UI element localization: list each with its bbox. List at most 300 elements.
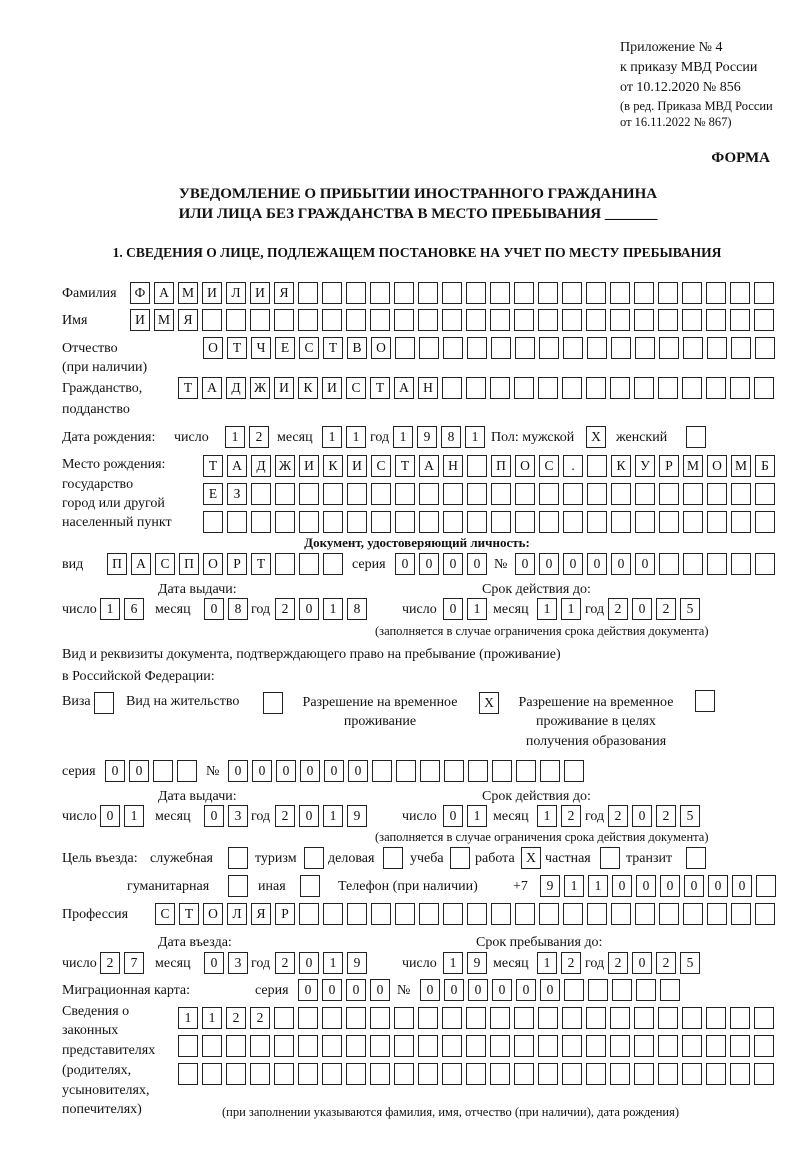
char-box[interactable] bbox=[612, 979, 632, 1001]
stay-day[interactable] bbox=[443, 952, 487, 974]
permit-valid-month[interactable] bbox=[537, 805, 581, 827]
char-box[interactable]: 0 bbox=[420, 979, 440, 1001]
char-box[interactable] bbox=[467, 455, 487, 477]
char-box[interactable] bbox=[323, 483, 343, 505]
char-box[interactable] bbox=[467, 903, 487, 925]
char-box[interactable]: 0 bbox=[632, 598, 652, 620]
char-box[interactable]: О bbox=[203, 553, 223, 575]
char-box[interactable] bbox=[611, 483, 631, 505]
char-box[interactable] bbox=[658, 282, 678, 304]
char-box[interactable]: А bbox=[131, 553, 151, 575]
char-box[interactable] bbox=[299, 553, 319, 575]
purpose-official-checkbox[interactable] bbox=[228, 847, 248, 869]
char-box[interactable] bbox=[634, 1035, 654, 1057]
char-box[interactable]: 5 bbox=[680, 805, 700, 827]
char-box[interactable]: X bbox=[521, 847, 541, 869]
char-box[interactable] bbox=[323, 553, 343, 575]
doc-type-boxes[interactable] bbox=[107, 553, 343, 575]
char-box[interactable] bbox=[682, 1035, 702, 1057]
char-box[interactable]: 0 bbox=[515, 553, 535, 575]
char-box[interactable] bbox=[538, 309, 558, 331]
char-box[interactable]: 1 bbox=[561, 598, 581, 620]
char-box[interactable] bbox=[466, 1007, 486, 1029]
char-box[interactable]: Л bbox=[226, 282, 246, 304]
char-box[interactable]: В bbox=[347, 337, 367, 359]
char-box[interactable]: М bbox=[683, 455, 703, 477]
char-box[interactable]: О bbox=[707, 455, 727, 477]
char-box[interactable]: Л bbox=[227, 903, 247, 925]
char-box[interactable] bbox=[395, 903, 415, 925]
char-box[interactable]: 2 bbox=[561, 805, 581, 827]
char-box[interactable] bbox=[634, 377, 654, 399]
doc-valid-year[interactable] bbox=[608, 598, 700, 620]
sex-female-checkbox[interactable] bbox=[686, 426, 706, 448]
char-box[interactable] bbox=[730, 1007, 750, 1029]
entry-year[interactable] bbox=[275, 952, 367, 974]
char-box[interactable] bbox=[514, 1063, 534, 1085]
char-box[interactable]: О bbox=[203, 337, 223, 359]
char-box[interactable]: 0 bbox=[300, 760, 320, 782]
char-box[interactable] bbox=[346, 1063, 366, 1085]
char-box[interactable] bbox=[492, 760, 512, 782]
char-box[interactable]: 0 bbox=[299, 805, 319, 827]
char-box[interactable] bbox=[706, 282, 726, 304]
char-box[interactable]: М bbox=[731, 455, 751, 477]
doc-number-boxes[interactable] bbox=[515, 553, 775, 575]
char-box[interactable] bbox=[442, 282, 462, 304]
char-box[interactable] bbox=[538, 282, 558, 304]
char-box[interactable] bbox=[203, 511, 223, 533]
char-box[interactable] bbox=[467, 511, 487, 533]
char-box[interactable] bbox=[634, 282, 654, 304]
char-box[interactable]: 0 bbox=[299, 598, 319, 620]
char-box[interactable]: 0 bbox=[324, 760, 344, 782]
char-box[interactable] bbox=[226, 1035, 246, 1057]
char-box[interactable]: К bbox=[323, 455, 343, 477]
char-box[interactable] bbox=[491, 337, 511, 359]
char-box[interactable]: А bbox=[419, 455, 439, 477]
char-box[interactable]: Т bbox=[395, 455, 415, 477]
char-box[interactable] bbox=[418, 1007, 438, 1029]
char-box[interactable]: О bbox=[203, 903, 223, 925]
char-box[interactable]: 1 bbox=[467, 598, 487, 620]
char-box[interactable] bbox=[250, 309, 270, 331]
char-box[interactable] bbox=[274, 1007, 294, 1029]
char-box[interactable] bbox=[562, 1035, 582, 1057]
char-box[interactable] bbox=[659, 553, 679, 575]
char-box[interactable]: 2 bbox=[656, 952, 676, 974]
char-box[interactable] bbox=[275, 553, 295, 575]
char-box[interactable]: 1 bbox=[100, 598, 120, 620]
char-box[interactable]: 1 bbox=[564, 875, 584, 897]
char-box[interactable] bbox=[563, 337, 583, 359]
char-box[interactable]: Я bbox=[251, 903, 271, 925]
char-box[interactable] bbox=[660, 979, 680, 1001]
doc-issue-year[interactable] bbox=[275, 598, 367, 620]
char-box[interactable]: 0 bbox=[204, 805, 224, 827]
char-box[interactable]: О bbox=[515, 455, 535, 477]
char-box[interactable] bbox=[443, 483, 463, 505]
char-box[interactable] bbox=[731, 337, 751, 359]
char-box[interactable] bbox=[346, 1035, 366, 1057]
char-box[interactable] bbox=[564, 760, 584, 782]
char-box[interactable] bbox=[228, 875, 248, 897]
char-box[interactable] bbox=[419, 903, 439, 925]
char-box[interactable]: 5 bbox=[680, 952, 700, 974]
char-box[interactable] bbox=[370, 1063, 390, 1085]
char-box[interactable]: 0 bbox=[632, 952, 652, 974]
doc-series-boxes[interactable] bbox=[395, 553, 487, 575]
char-box[interactable] bbox=[683, 337, 703, 359]
permit-issue-day[interactable] bbox=[100, 805, 144, 827]
char-box[interactable] bbox=[731, 483, 751, 505]
char-box[interactable] bbox=[202, 1063, 222, 1085]
char-box[interactable] bbox=[370, 1035, 390, 1057]
char-box[interactable] bbox=[707, 337, 727, 359]
char-box[interactable] bbox=[444, 760, 464, 782]
char-box[interactable] bbox=[706, 309, 726, 331]
char-box[interactable] bbox=[636, 979, 656, 1001]
char-box[interactable]: 0 bbox=[348, 760, 368, 782]
char-box[interactable]: 0 bbox=[516, 979, 536, 1001]
char-box[interactable] bbox=[394, 282, 414, 304]
char-box[interactable] bbox=[562, 1063, 582, 1085]
char-box[interactable] bbox=[420, 760, 440, 782]
char-box[interactable]: Д bbox=[251, 455, 271, 477]
char-box[interactable] bbox=[514, 309, 534, 331]
char-box[interactable] bbox=[274, 1063, 294, 1085]
char-box[interactable] bbox=[562, 1007, 582, 1029]
char-box[interactable]: 9 bbox=[540, 875, 560, 897]
char-box[interactable]: 0 bbox=[204, 952, 224, 974]
char-box[interactable] bbox=[177, 760, 197, 782]
char-box[interactable] bbox=[755, 553, 775, 575]
char-box[interactable] bbox=[683, 511, 703, 533]
char-box[interactable] bbox=[346, 309, 366, 331]
permit-issue-month[interactable] bbox=[204, 805, 248, 827]
char-box[interactable] bbox=[562, 377, 582, 399]
char-box[interactable] bbox=[730, 309, 750, 331]
permit-series-boxes[interactable] bbox=[105, 760, 197, 782]
char-box[interactable] bbox=[731, 903, 751, 925]
char-box[interactable] bbox=[754, 377, 774, 399]
char-box[interactable] bbox=[466, 282, 486, 304]
char-box[interactable]: Т bbox=[323, 337, 343, 359]
char-box[interactable] bbox=[682, 282, 702, 304]
char-box[interactable] bbox=[491, 483, 511, 505]
char-box[interactable] bbox=[322, 1035, 342, 1057]
char-box[interactable] bbox=[153, 760, 173, 782]
char-box[interactable]: 0 bbox=[444, 979, 464, 1001]
char-box[interactable] bbox=[755, 337, 775, 359]
char-box[interactable] bbox=[538, 377, 558, 399]
char-box[interactable]: 0 bbox=[276, 760, 296, 782]
char-box[interactable]: А bbox=[202, 377, 222, 399]
char-box[interactable]: 5 bbox=[680, 598, 700, 620]
char-box[interactable]: 7 bbox=[124, 952, 144, 974]
char-box[interactable]: У bbox=[635, 455, 655, 477]
char-box[interactable] bbox=[539, 903, 559, 925]
visa-checkbox[interactable] bbox=[94, 692, 114, 714]
char-box[interactable]: 0 bbox=[299, 952, 319, 974]
char-box[interactable]: С bbox=[539, 455, 559, 477]
char-box[interactable] bbox=[588, 979, 608, 1001]
char-box[interactable] bbox=[514, 282, 534, 304]
char-box[interactable] bbox=[659, 483, 679, 505]
char-box[interactable] bbox=[490, 1035, 510, 1057]
char-box[interactable]: 3 bbox=[228, 805, 248, 827]
char-box[interactable] bbox=[514, 377, 534, 399]
char-box[interactable]: 0 bbox=[587, 553, 607, 575]
char-box[interactable] bbox=[275, 483, 295, 505]
char-box[interactable] bbox=[275, 511, 295, 533]
char-box[interactable] bbox=[490, 309, 510, 331]
birth-month-boxes[interactable] bbox=[322, 426, 366, 448]
char-box[interactable]: 0 bbox=[443, 598, 463, 620]
char-box[interactable]: 2 bbox=[275, 805, 295, 827]
char-box[interactable] bbox=[394, 309, 414, 331]
char-box[interactable] bbox=[274, 1035, 294, 1057]
char-box[interactable] bbox=[298, 1007, 318, 1029]
char-box[interactable]: 0 bbox=[540, 979, 560, 1001]
char-box[interactable] bbox=[658, 377, 678, 399]
char-box[interactable] bbox=[202, 1035, 222, 1057]
char-box[interactable] bbox=[322, 1007, 342, 1029]
stay-month[interactable] bbox=[537, 952, 581, 974]
char-box[interactable]: 0 bbox=[660, 875, 680, 897]
char-box[interactable]: А bbox=[227, 455, 247, 477]
trp-edu-checkbox[interactable] bbox=[695, 690, 715, 712]
char-box[interactable] bbox=[611, 511, 631, 533]
char-box[interactable]: 0 bbox=[467, 553, 487, 575]
char-box[interactable]: 0 bbox=[105, 760, 125, 782]
trp-checkbox[interactable] bbox=[479, 692, 499, 714]
char-box[interactable]: М bbox=[154, 309, 174, 331]
char-box[interactable] bbox=[322, 309, 342, 331]
char-box[interactable]: И bbox=[274, 377, 294, 399]
char-box[interactable]: И bbox=[202, 282, 222, 304]
char-box[interactable]: 0 bbox=[100, 805, 120, 827]
char-box[interactable] bbox=[371, 483, 391, 505]
char-box[interactable]: 2 bbox=[608, 805, 628, 827]
char-box[interactable] bbox=[516, 760, 536, 782]
char-box[interactable] bbox=[466, 377, 486, 399]
char-box[interactable]: Т bbox=[227, 337, 247, 359]
char-box[interactable] bbox=[490, 1063, 510, 1085]
char-box[interactable]: 1 bbox=[124, 805, 144, 827]
char-box[interactable]: И bbox=[130, 309, 150, 331]
char-box[interactable] bbox=[443, 511, 463, 533]
char-box[interactable]: С bbox=[155, 553, 175, 575]
char-box[interactable]: Н bbox=[443, 455, 463, 477]
purpose-study-checkbox[interactable] bbox=[450, 847, 470, 869]
char-box[interactable]: 0 bbox=[370, 979, 390, 1001]
permit-issue-year[interactable] bbox=[275, 805, 367, 827]
char-box[interactable] bbox=[706, 1063, 726, 1085]
char-box[interactable] bbox=[586, 1035, 606, 1057]
char-box[interactable] bbox=[515, 511, 535, 533]
char-box[interactable] bbox=[695, 690, 715, 712]
char-box[interactable]: Ф bbox=[130, 282, 150, 304]
char-box[interactable] bbox=[347, 483, 367, 505]
char-box[interactable] bbox=[587, 903, 607, 925]
char-box[interactable]: Е bbox=[275, 337, 295, 359]
char-box[interactable]: П bbox=[491, 455, 511, 477]
char-box[interactable] bbox=[755, 511, 775, 533]
char-box[interactable] bbox=[587, 483, 607, 505]
char-box[interactable]: . bbox=[563, 455, 583, 477]
char-box[interactable]: 1 bbox=[537, 598, 557, 620]
char-box[interactable] bbox=[298, 1035, 318, 1057]
char-box[interactable] bbox=[610, 1063, 630, 1085]
char-box[interactable]: 8 bbox=[228, 598, 248, 620]
birthplace-row-2[interactable] bbox=[203, 483, 775, 505]
char-box[interactable]: 0 bbox=[612, 875, 632, 897]
char-box[interactable] bbox=[418, 309, 438, 331]
char-box[interactable]: А bbox=[154, 282, 174, 304]
char-box[interactable]: 2 bbox=[561, 952, 581, 974]
entry-day[interactable] bbox=[100, 952, 144, 974]
char-box[interactable] bbox=[755, 903, 775, 925]
char-box[interactable] bbox=[514, 1035, 534, 1057]
char-box[interactable]: 6 bbox=[124, 598, 144, 620]
char-box[interactable] bbox=[467, 483, 487, 505]
char-box[interactable] bbox=[563, 483, 583, 505]
char-box[interactable]: 2 bbox=[100, 952, 120, 974]
char-box[interactable] bbox=[610, 377, 630, 399]
char-box[interactable] bbox=[635, 337, 655, 359]
char-box[interactable]: 1 bbox=[323, 598, 343, 620]
char-box[interactable]: 0 bbox=[443, 553, 463, 575]
char-box[interactable] bbox=[490, 1007, 510, 1029]
char-box[interactable] bbox=[564, 979, 584, 1001]
char-box[interactable]: 2 bbox=[275, 952, 295, 974]
char-box[interactable] bbox=[682, 309, 702, 331]
char-box[interactable] bbox=[562, 309, 582, 331]
char-box[interactable] bbox=[466, 1035, 486, 1057]
char-box[interactable] bbox=[586, 282, 606, 304]
char-box[interactable] bbox=[251, 511, 271, 533]
char-box[interactable] bbox=[610, 282, 630, 304]
permit-number-boxes[interactable] bbox=[228, 760, 584, 782]
patronymic-boxes[interactable] bbox=[203, 337, 775, 359]
char-box[interactable] bbox=[658, 1063, 678, 1085]
char-box[interactable]: 8 bbox=[347, 598, 367, 620]
char-box[interactable]: 1 bbox=[465, 426, 485, 448]
char-box[interactable] bbox=[659, 903, 679, 925]
char-box[interactable]: А bbox=[394, 377, 414, 399]
char-box[interactable]: 3 bbox=[228, 952, 248, 974]
char-box[interactable] bbox=[682, 1063, 702, 1085]
char-box[interactable]: Д bbox=[226, 377, 246, 399]
purpose-business-checkbox[interactable] bbox=[383, 847, 403, 869]
char-box[interactable] bbox=[611, 903, 631, 925]
char-box[interactable] bbox=[563, 903, 583, 925]
char-box[interactable]: 1 bbox=[537, 952, 557, 974]
char-box[interactable] bbox=[515, 483, 535, 505]
char-box[interactable]: 0 bbox=[228, 760, 248, 782]
char-box[interactable] bbox=[442, 1063, 462, 1085]
char-box[interactable] bbox=[706, 1007, 726, 1029]
char-box[interactable]: 1 bbox=[322, 426, 342, 448]
char-box[interactable] bbox=[322, 1063, 342, 1085]
purpose-transit-checkbox[interactable] bbox=[686, 847, 706, 869]
char-box[interactable] bbox=[298, 309, 318, 331]
sex-male-checkbox[interactable] bbox=[586, 426, 606, 448]
char-box[interactable]: С bbox=[155, 903, 175, 925]
char-box[interactable]: Е bbox=[203, 483, 223, 505]
char-box[interactable]: 0 bbox=[708, 875, 728, 897]
char-box[interactable] bbox=[395, 483, 415, 505]
char-box[interactable] bbox=[754, 1063, 774, 1085]
char-box[interactable]: Р bbox=[659, 455, 679, 477]
char-box[interactable]: 0 bbox=[204, 598, 224, 620]
char-box[interactable]: 1 bbox=[537, 805, 557, 827]
char-box[interactable] bbox=[370, 1007, 390, 1029]
residence-permit-checkbox[interactable] bbox=[263, 692, 283, 714]
char-box[interactable] bbox=[611, 337, 631, 359]
char-box[interactable]: 0 bbox=[395, 553, 415, 575]
char-box[interactable] bbox=[347, 903, 367, 925]
char-box[interactable] bbox=[394, 1035, 414, 1057]
char-box[interactable]: 2 bbox=[275, 598, 295, 620]
char-box[interactable] bbox=[202, 309, 222, 331]
char-box[interactable] bbox=[514, 1007, 534, 1029]
char-box[interactable] bbox=[467, 337, 487, 359]
char-box[interactable] bbox=[299, 483, 319, 505]
char-box[interactable] bbox=[251, 483, 271, 505]
char-box[interactable] bbox=[418, 1035, 438, 1057]
char-box[interactable] bbox=[226, 1063, 246, 1085]
char-box[interactable] bbox=[686, 847, 706, 869]
char-box[interactable]: М bbox=[178, 282, 198, 304]
char-box[interactable] bbox=[227, 511, 247, 533]
char-box[interactable]: П bbox=[179, 553, 199, 575]
char-box[interactable] bbox=[250, 1063, 270, 1085]
char-box[interactable]: 1 bbox=[588, 875, 608, 897]
char-box[interactable] bbox=[586, 377, 606, 399]
char-box[interactable] bbox=[394, 1063, 414, 1085]
char-box[interactable]: 1 bbox=[467, 805, 487, 827]
char-box[interactable] bbox=[370, 282, 390, 304]
char-box[interactable]: Т bbox=[178, 377, 198, 399]
char-box[interactable]: Н bbox=[418, 377, 438, 399]
char-box[interactable]: 0 bbox=[346, 979, 366, 1001]
char-box[interactable]: 0 bbox=[563, 553, 583, 575]
char-box[interactable] bbox=[443, 903, 463, 925]
char-box[interactable]: 9 bbox=[347, 952, 367, 974]
char-box[interactable]: 1 bbox=[178, 1007, 198, 1029]
char-box[interactable]: Т bbox=[203, 455, 223, 477]
char-box[interactable]: 1 bbox=[202, 1007, 222, 1029]
char-box[interactable] bbox=[587, 511, 607, 533]
char-box[interactable] bbox=[610, 1035, 630, 1057]
char-box[interactable] bbox=[228, 847, 248, 869]
char-box[interactable] bbox=[383, 847, 403, 869]
char-box[interactable] bbox=[755, 483, 775, 505]
char-box[interactable]: 1 bbox=[323, 952, 343, 974]
char-box[interactable]: Ж bbox=[250, 377, 270, 399]
char-box[interactable] bbox=[178, 1035, 198, 1057]
char-box[interactable] bbox=[323, 511, 343, 533]
char-box[interactable] bbox=[539, 511, 559, 533]
char-box[interactable]: 0 bbox=[611, 553, 631, 575]
char-box[interactable] bbox=[490, 377, 510, 399]
char-box[interactable] bbox=[635, 903, 655, 925]
char-box[interactable]: 0 bbox=[443, 805, 463, 827]
char-box[interactable] bbox=[683, 483, 703, 505]
char-box[interactable]: 0 bbox=[636, 875, 656, 897]
